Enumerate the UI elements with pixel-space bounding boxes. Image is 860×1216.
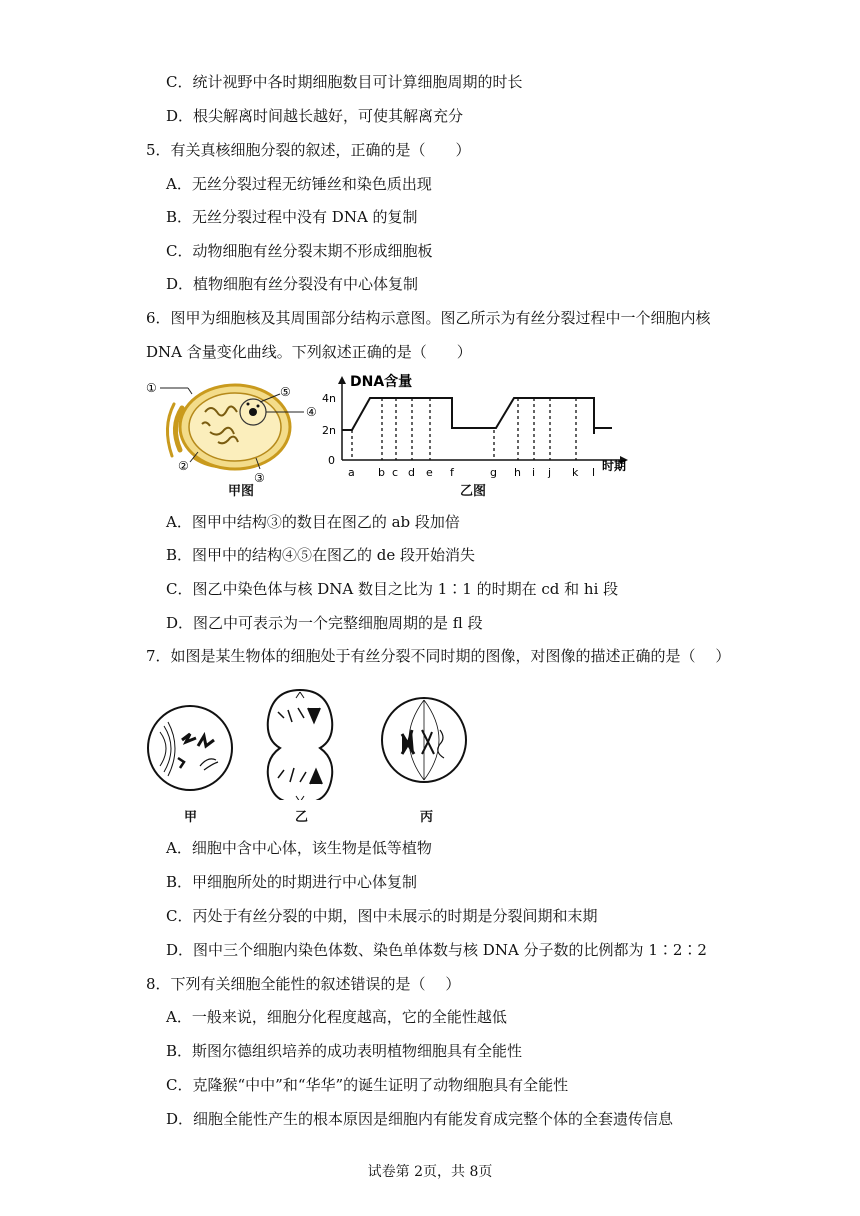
cell-yi bbox=[268, 690, 333, 800]
xtick-i: i bbox=[532, 466, 536, 479]
caption-jia: 甲 bbox=[184, 810, 198, 825]
figure-yi-dna-curve bbox=[320, 372, 640, 492]
q8-option-d: D．细胞全能性产生的根本原因是细胞内有能发育成完整个体的全套遗传信息 bbox=[166, 1110, 674, 1128]
xtick-d: d bbox=[408, 466, 415, 479]
y-axis-label: DNA含量 bbox=[350, 374, 413, 390]
ytick-0: 0 bbox=[328, 454, 335, 467]
label-1: ① bbox=[146, 381, 157, 395]
xtick-h: h bbox=[514, 466, 521, 479]
xtick-a: a bbox=[348, 466, 355, 479]
label-3: ③ bbox=[254, 471, 265, 485]
q8-option-a: A．一般来说，细胞分化程度越高，它的全能性越低 bbox=[166, 1008, 507, 1026]
q7-option-a: A．细胞中含中心体，该生物是低等植物 bbox=[166, 839, 432, 857]
caption-bing: 丙 bbox=[420, 810, 434, 825]
figure-q7-cells bbox=[140, 680, 480, 800]
q7-option-b: B．甲细胞所处的时期进行中心体复制 bbox=[166, 873, 418, 891]
xtick-l: l bbox=[592, 466, 596, 479]
xtick-b: b bbox=[378, 466, 385, 479]
q6-option-d: D．图乙中可表示为一个完整细胞周期的是 fl 段 bbox=[166, 614, 483, 632]
q5-option-a: A．无丝分裂过程无纺锤丝和染色质出现 bbox=[166, 175, 432, 193]
label-5: ⑤ bbox=[280, 385, 291, 399]
q5-stem: 5．有关真核细胞分裂的叙述，正确的是（ ） bbox=[146, 141, 471, 159]
q5-option-c: C．动物细胞有丝分裂末期不形成细胞板 bbox=[166, 242, 433, 260]
ytick-2n: 2n bbox=[322, 424, 336, 437]
x-axis-label: 时期 bbox=[602, 459, 627, 473]
label-2: ② bbox=[178, 459, 189, 473]
q4-option-d: D．根尖解离时间越长越好，可使其解离充分 bbox=[166, 107, 464, 125]
label-4: ④ bbox=[306, 405, 317, 419]
q7-stem: 7．如图是某生物体的细胞处于有丝分裂不同时期的图像，对图像的描述正确的是（ ） bbox=[146, 647, 731, 665]
q5-option-b: B．无丝分裂过程中没有 DNA 的复制 bbox=[166, 208, 418, 226]
q8-option-b: B．斯图尔德组织培养的成功表明植物细胞具有全能性 bbox=[166, 1042, 523, 1060]
q8-stem: 8．下列有关细胞全能性的叙述错误的是（ ） bbox=[146, 975, 461, 993]
figure-yi-caption: 乙图 bbox=[460, 484, 487, 499]
xtick-k: k bbox=[572, 466, 579, 479]
q4-option-c: C．统计视野中各时期细胞数目可计算细胞周期的时长 bbox=[166, 73, 523, 91]
q6-stem-line1: 6．图甲为细胞核及其周围部分结构示意图。图乙所示为有丝分裂过程中一个细胞内核 bbox=[146, 309, 711, 327]
q5-option-d: D．植物细胞有丝分裂没有中心体复制 bbox=[166, 275, 419, 293]
caption-yi: 乙 bbox=[295, 810, 309, 825]
q7-option-c: C．丙处于有丝分裂的中期，图中未展示的时期是分裂间期和末期 bbox=[166, 907, 598, 925]
cell-jia bbox=[148, 706, 232, 790]
q6-stem-line2: DNA 含量变化曲线。下列叙述正确的是（ ） bbox=[146, 343, 472, 361]
xtick-c: c bbox=[392, 466, 399, 479]
page-footer: 试卷第 2页，共 8页 bbox=[367, 1164, 493, 1180]
xtick-e: e bbox=[426, 466, 433, 479]
cell-bing bbox=[382, 698, 466, 782]
xtick-j: j bbox=[548, 466, 552, 479]
q6-option-a: A．图甲中结构③的数目在图乙的 ab 段加倍 bbox=[166, 513, 460, 531]
xtick-g: g bbox=[490, 466, 497, 479]
ytick-4n: 4n bbox=[322, 392, 336, 405]
q6-option-c: C．图乙中染色体与核 DNA 数目之比为 1∶1 的时期在 cd 和 hi 段 bbox=[166, 580, 619, 598]
xtick-f: f bbox=[450, 466, 454, 479]
q7-option-d: D．图中三个细胞内染色体数、染色单体数与核 DNA 分子数的比例都为 1∶2∶2 bbox=[166, 941, 707, 959]
figure-jia-caption: 甲图 bbox=[228, 484, 255, 499]
q8-option-c: C．克隆猴“中中”和“华华”的诞生证明了动物细胞具有全能性 bbox=[166, 1076, 569, 1094]
q6-option-b: B．图甲中的结构④⑤在图乙的 de 段开始消失 bbox=[166, 546, 476, 564]
